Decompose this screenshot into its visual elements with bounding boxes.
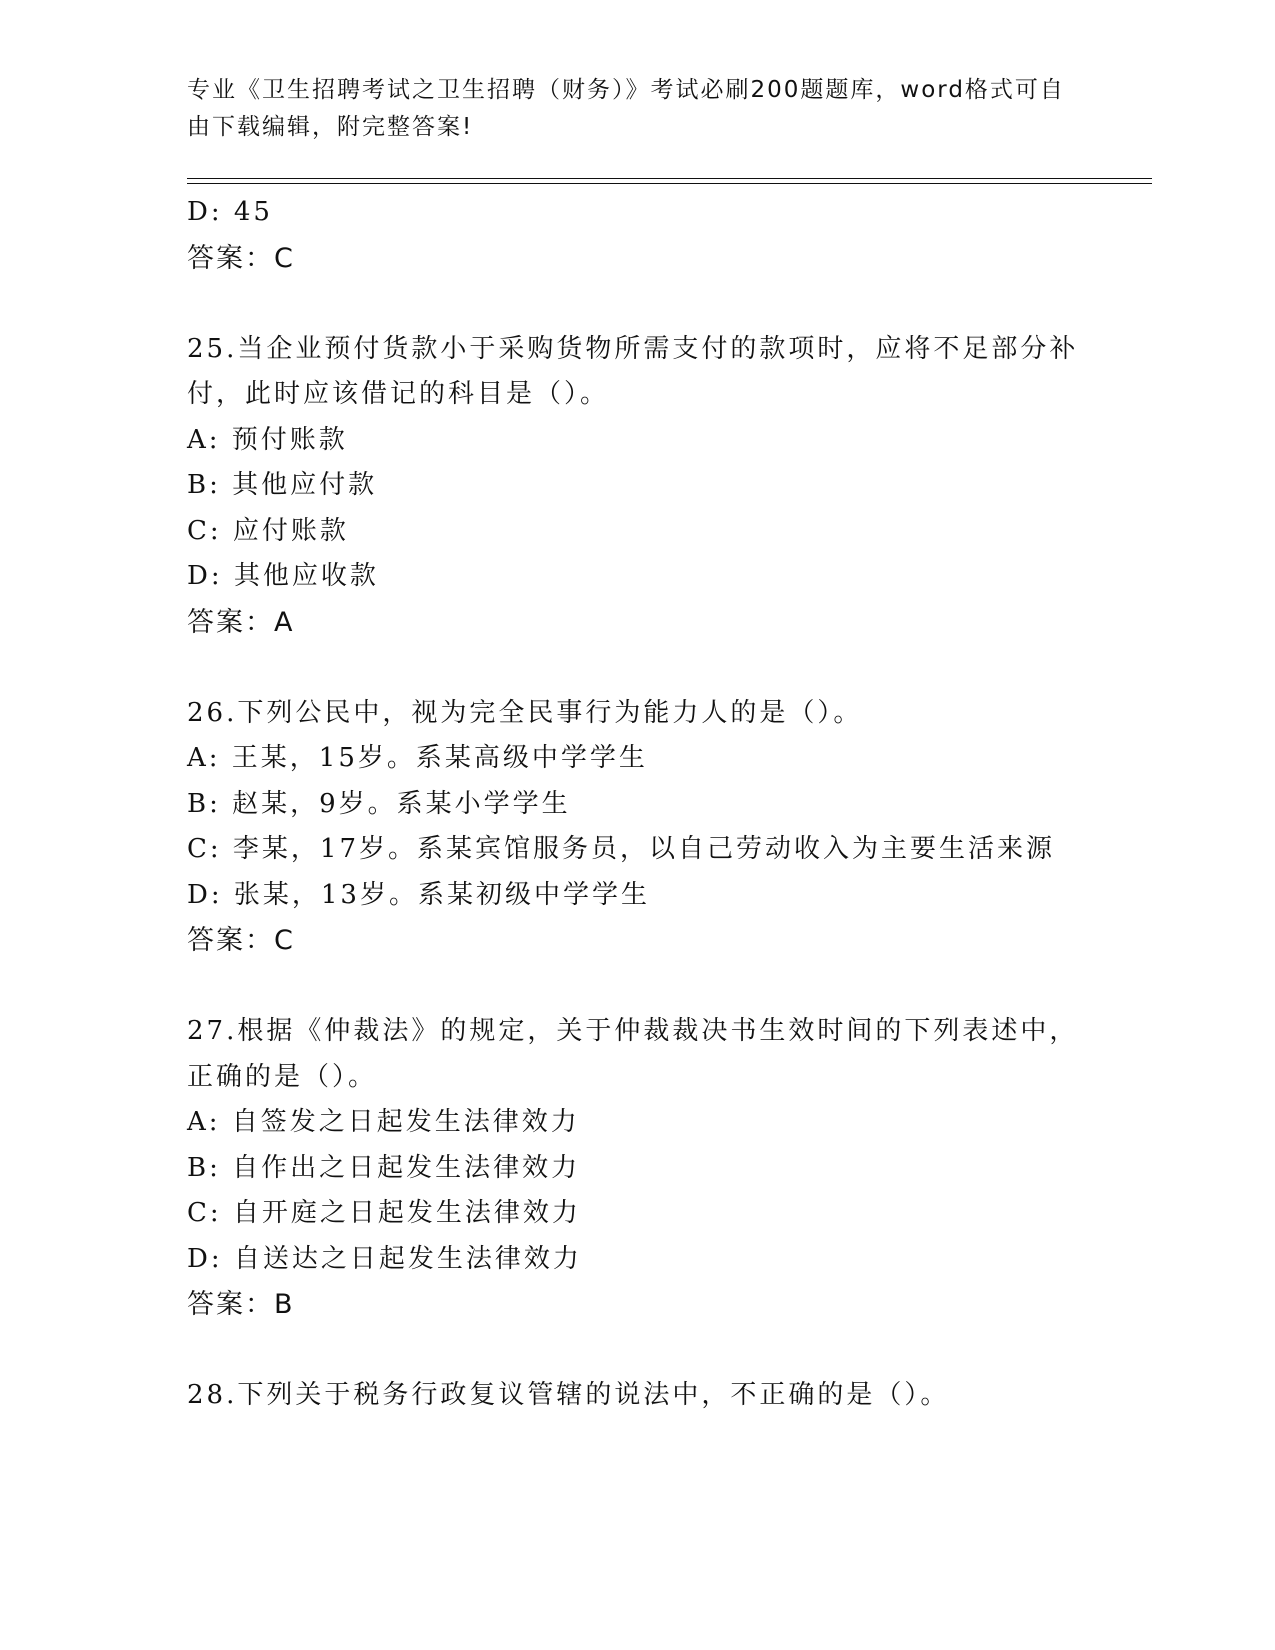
document-header xyxy=(187,72,1067,146)
header-line-1: 专业《卫生招聘考试之卫生招聘（财务）》考试必刷200题题库，word格式可自 xyxy=(187,77,1065,103)
spacer xyxy=(187,645,1127,691)
question-stem-line-1: 26.下列公民中，视为完全民事行为能力人的是（）。 xyxy=(187,697,863,728)
question-stem-line-2: 付，此时应该借记的科目是（）。 xyxy=(187,379,610,409)
question-24-tail xyxy=(187,190,1127,281)
question-stem-line-1: 25.当企业预付货款小于采购货物所需支付的款项时，应将不足部分补 xyxy=(187,333,1079,364)
spacer xyxy=(187,281,1127,327)
option-c: C: 李某，17岁。系某宾馆服务员，以自己劳动收入为主要生活来源 xyxy=(187,834,1056,864)
option-a: A: 自签发之日起发生法律效力 xyxy=(187,1107,580,1137)
option-a: A: 王某，15岁。系某高级中学学生 xyxy=(187,743,648,773)
header-line-2: 由下载编辑，附完整答案! xyxy=(187,114,474,140)
option-b: B: 赵某，9岁。系某小学学生 xyxy=(187,788,571,819)
answer: 答案：C xyxy=(187,242,295,274)
option-b: B: 其他应付款 xyxy=(187,470,378,500)
option-a: A: 预付账款 xyxy=(187,424,348,455)
answer: 答案：A xyxy=(187,606,295,638)
option-d: D: 张某，13岁。系某初级中学学生 xyxy=(187,879,650,910)
option-d: D: 其他应收款 xyxy=(187,561,379,591)
question-27 xyxy=(187,1009,1127,1328)
question-26 xyxy=(187,691,1127,964)
option-d: D: 自送达之日起发生法律效力 xyxy=(187,1243,582,1274)
option-c: C: 自开庭之日起发生法律效力 xyxy=(187,1198,581,1228)
document-body xyxy=(187,190,1127,1419)
header-divider-top xyxy=(187,178,1152,179)
question-stem-line-1: 28.下列关于税务行政复议管辖的说法中，不正确的是（）。 xyxy=(187,1380,950,1410)
question-stem-line-2: 正确的是（）。 xyxy=(187,1061,378,1092)
answer: 答案：B xyxy=(187,1289,295,1320)
option-d: D: 45 xyxy=(187,197,273,227)
option-b: B: 自作出之日起发生法律效力 xyxy=(187,1152,581,1183)
header-divider-bottom xyxy=(187,183,1152,184)
question-28 xyxy=(187,1373,1127,1419)
question-stem-line-1: 27.根据《仲裁法》的规定，关于仲裁裁决书生效时间的下列表述中， xyxy=(187,1016,1079,1046)
answer: 答案：C xyxy=(187,925,295,956)
question-25 xyxy=(187,327,1127,646)
spacer xyxy=(187,964,1127,1010)
option-c: C: 应付账款 xyxy=(187,515,349,546)
spacer xyxy=(187,1328,1127,1374)
